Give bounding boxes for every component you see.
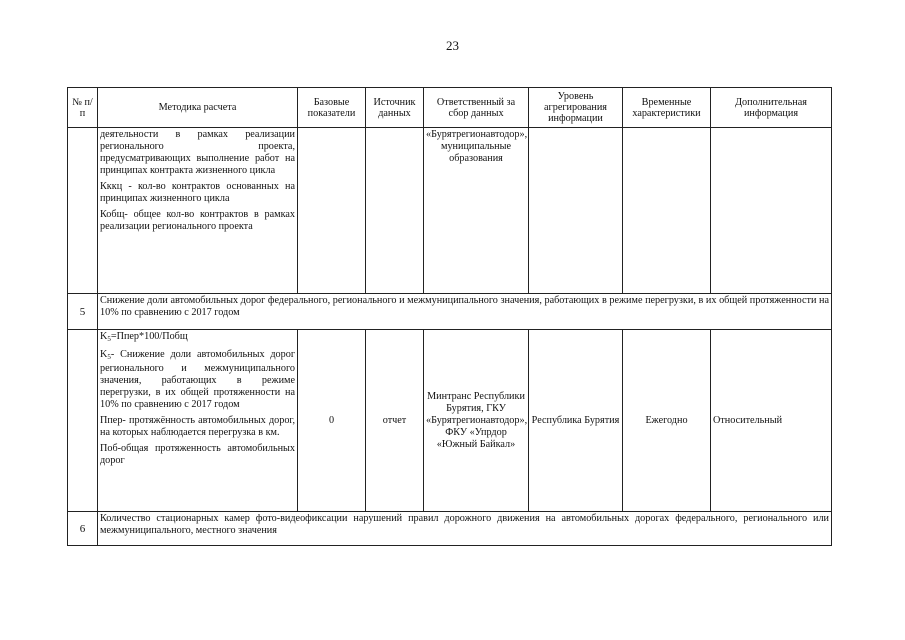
formula: $K_5=Ппер*100$/Побщ bbox=[100, 331, 188, 343]
cell-level: Республика Бурятия bbox=[529, 330, 623, 512]
method-paragraph: деятельности в рамках реализации регионального проекта, предусматривающих выполнение работ на принципах контракта жизненного цикла bbox=[100, 129, 295, 176]
table-row bbox=[68, 294, 832, 330]
cell-base: 0 bbox=[298, 330, 366, 512]
method-paragraph: Кобщ- общее кол-во контрактов в рамках реализации регионального проекта bbox=[100, 209, 295, 232]
cell-extra: Относительный bbox=[711, 330, 832, 512]
cell-num bbox=[68, 330, 98, 512]
header-row bbox=[68, 88, 832, 128]
cell-time: Ежегодно bbox=[623, 330, 711, 512]
header-method: Методика расчета bbox=[98, 88, 298, 128]
table-row bbox=[68, 330, 832, 512]
cell-num bbox=[68, 128, 98, 294]
header-base: Базовые показатели bbox=[298, 88, 366, 128]
row-number: 5 bbox=[68, 294, 98, 330]
table-row bbox=[68, 512, 832, 546]
cell-base bbox=[298, 128, 366, 294]
header-time: Временные характеристики bbox=[623, 88, 711, 128]
cell-responsible: Минтранс Республики Бурятия, ГКУ «Бурятрегионавтодор», ФКУ «Упрдор «Южный Байкал» bbox=[424, 330, 529, 512]
indicator-title: Снижение доли автомобильных дорог федерального, регионального и межмуниципального значения, работающих в режиме перегрузки, в их общей протяженности на 10% по сравнению с 2017 годом bbox=[98, 294, 832, 330]
definition-pper: Ппер- протяжённость автомобильных дорог, на которых наблюдается перегрузка в км. bbox=[100, 415, 295, 438]
cell-extra bbox=[711, 128, 832, 294]
indicator-title: Количество стационарных камер фото-видеофиксации нарушений правил дорожного движения на автомобильных дорогах федерального, регионального или межмуниципального, местного значения bbox=[98, 512, 832, 546]
header-source: Источник данных bbox=[366, 88, 424, 128]
method-paragraph: Кккц - кол-во контрактов основанных на принципах жизненного цикла bbox=[100, 181, 295, 204]
cell-source bbox=[366, 128, 424, 294]
indicators-table bbox=[67, 87, 832, 546]
header-responsible: Ответственный за сбор данных bbox=[424, 88, 529, 128]
cell-source: отчет bbox=[366, 330, 424, 512]
header-num: № п/п bbox=[68, 88, 98, 128]
cell-time bbox=[623, 128, 711, 294]
definition-pob: Поб-общая протяженность автомобильных дорог bbox=[100, 443, 295, 466]
row-number: 6 bbox=[68, 512, 98, 546]
page-number: 23 bbox=[446, 38, 459, 53]
table-row bbox=[68, 128, 832, 294]
cell-responsible: «Бурятрегионавтодор», муниципальные образования bbox=[424, 128, 529, 294]
header-level: Уровень агрегирования информации bbox=[529, 88, 623, 128]
cell-method bbox=[98, 330, 298, 512]
cell-method bbox=[98, 128, 298, 294]
header-extra: Дополнительная информация bbox=[711, 88, 832, 128]
definition-k5: $K_5-$ Снижение доли автомобильных дорог регионального и межмуниципального значения, работающих в режиме перегрузки, в их общей протяженности на 10% по сравнению с 2017 годом bbox=[100, 349, 295, 410]
cell-level bbox=[529, 128, 623, 294]
